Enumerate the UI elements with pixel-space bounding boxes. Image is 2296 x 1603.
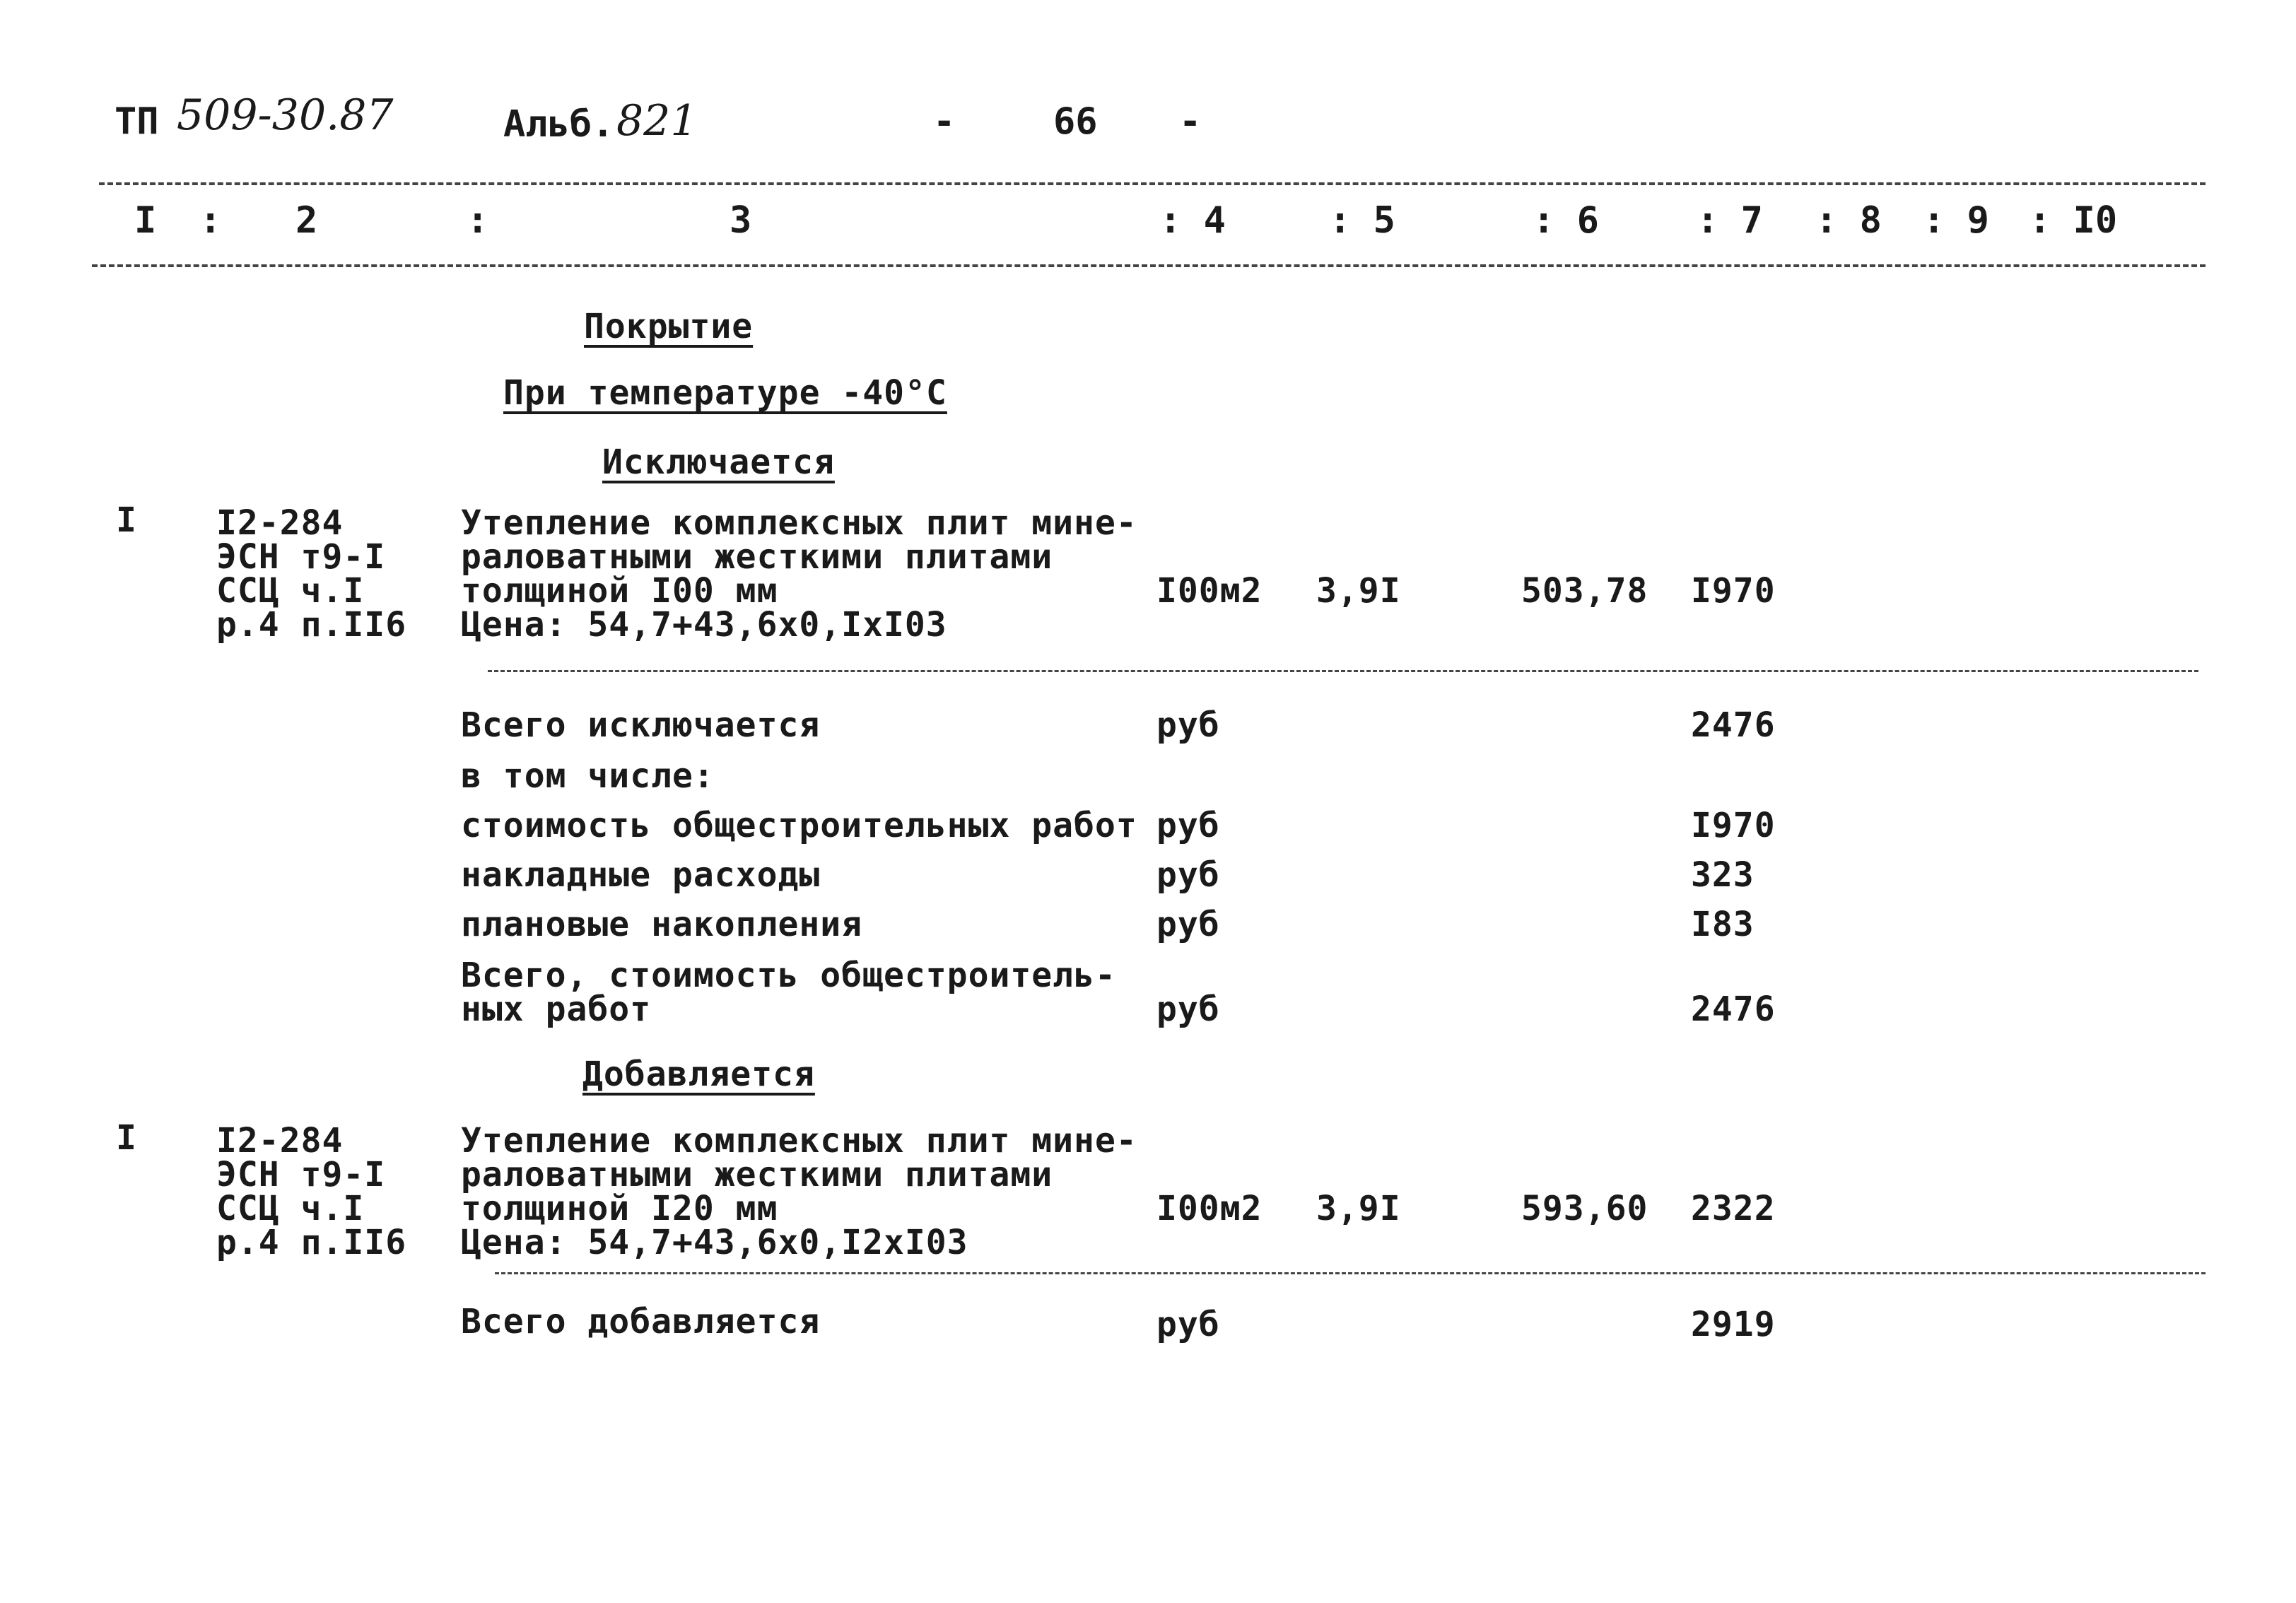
- excl-total-label: Всего исключается: [461, 705, 821, 745]
- excl-savings-value: I83: [1691, 905, 1755, 944]
- row1-code: [216, 503, 407, 645]
- row2-qty: 3,9I: [1316, 1189, 1401, 1228]
- row2-desc-line: Утепление комплексных плит мине-: [461, 1121, 1137, 1161]
- excl-savings-label: плановые накопления: [461, 905, 863, 944]
- col-5: : 5: [1329, 199, 1395, 242]
- excl-overhead-unit: руб: [1156, 855, 1220, 895]
- row1-desc-line: раловатными жесткими плитами: [461, 537, 1053, 577]
- row1-code-line: ССЦ ч.I: [216, 571, 365, 611]
- row2-code-line: ССЦ ч.I: [216, 1189, 365, 1228]
- col-10: : I0: [2029, 199, 2118, 242]
- row2-code-line: р.4 п.II6: [216, 1223, 407, 1262]
- total-cost-label: [461, 956, 1116, 1029]
- total-cost-value: 2476: [1691, 990, 1776, 1029]
- row2-desc: [461, 1121, 1137, 1262]
- col-2: 2: [295, 199, 318, 242]
- row2-code: [216, 1121, 407, 1262]
- tp-label: ТП: [115, 100, 159, 143]
- total-cost-label-line: Всего, стоимость общестроитель-: [461, 956, 1116, 995]
- section-covering: Покрытие: [584, 307, 754, 346]
- row1-num: I: [116, 500, 137, 540]
- section-added: Добавляется: [582, 1055, 815, 1094]
- section-excluded: Исключается: [602, 442, 835, 482]
- tp-number: 509-30.87: [177, 90, 394, 140]
- row2-rule: [495, 1272, 2206, 1274]
- added-total-unit: руб: [1156, 1305, 1220, 1344]
- row2-desc-line: толщиной I20 мм: [461, 1189, 778, 1228]
- row1-code-line: ЭСН т9-I: [216, 537, 386, 577]
- row2-num: I: [116, 1118, 137, 1158]
- excl-work-label: стоимость общестроительных работ: [461, 806, 1137, 845]
- excl-overhead-value: 323: [1691, 855, 1755, 895]
- row1-qty: 3,9I: [1316, 571, 1401, 611]
- dash-right: -: [1179, 100, 1202, 143]
- excl-work-value: I970: [1691, 806, 1776, 845]
- row1-code-line: I2-284: [216, 503, 344, 543]
- col-1: I: [134, 199, 157, 242]
- col-9: : 9: [1923, 199, 1989, 242]
- row2-price: 593,60: [1521, 1189, 1648, 1228]
- col-8: : 8: [1815, 199, 1882, 242]
- col-6: : 6: [1533, 199, 1599, 242]
- row1-rule: [488, 670, 2198, 672]
- row1-desc-line: Цена: 54,7+43,6х0,IхI03: [461, 605, 947, 645]
- row2-desc-line: Цена: 54,7+43,6х0,I2хI03: [461, 1223, 968, 1262]
- row1-price: 503,78: [1521, 571, 1648, 611]
- col-sep-1: :: [199, 199, 222, 242]
- row2-code-line: ЭСН т9-I: [216, 1155, 386, 1194]
- header-rule-top: [99, 182, 2206, 185]
- col-4: : 4: [1159, 199, 1226, 242]
- excl-total-unit: руб: [1156, 705, 1220, 745]
- row1-code-line: р.4 п.II6: [216, 605, 407, 645]
- section-temperature: При температуре -40°С: [503, 373, 947, 413]
- page-number: 66: [1053, 100, 1098, 143]
- excl-incl-label: в том числе:: [461, 756, 715, 796]
- excl-work-unit: руб: [1156, 806, 1220, 845]
- dash-left: -: [933, 100, 956, 143]
- row1-unit: I00м2: [1156, 571, 1263, 611]
- row1-desc-line: Утепление комплексных плит мине-: [461, 503, 1137, 543]
- total-cost-label-line: ных работ: [461, 990, 652, 1029]
- col-7: : 7: [1697, 199, 1763, 242]
- row1-total: I970: [1691, 571, 1776, 611]
- excl-overhead-label: накладные расходы: [461, 855, 821, 895]
- album-number: 821: [616, 96, 698, 146]
- row1-desc: [461, 503, 1137, 645]
- album-label: Альб.: [503, 103, 614, 146]
- excl-total-value: 2476: [1691, 705, 1776, 745]
- col-sep-2: :: [467, 199, 489, 242]
- header-rule-bottom: [92, 264, 2206, 267]
- excl-savings-unit: руб: [1156, 905, 1220, 944]
- row2-desc-line: раловатными жесткими плитами: [461, 1155, 1053, 1194]
- row2-unit: I00м2: [1156, 1189, 1263, 1228]
- row2-total: 2322: [1691, 1189, 1776, 1228]
- row2-code-line: I2-284: [216, 1121, 344, 1161]
- row1-desc-line: толщиной I00 мм: [461, 571, 778, 611]
- added-total-value: 2919: [1691, 1305, 1776, 1344]
- total-cost-unit: руб: [1156, 990, 1220, 1029]
- added-total-label: Всего добавляется: [461, 1302, 821, 1341]
- col-3: 3: [730, 199, 752, 242]
